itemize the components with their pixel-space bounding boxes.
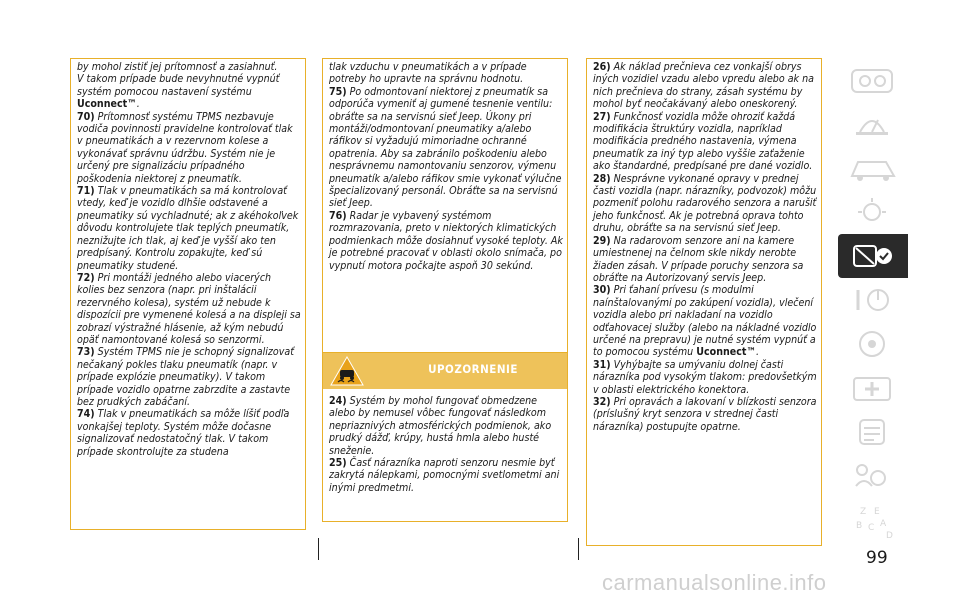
multimedia-icon[interactable] [838,322,908,366]
note-item [593,111,817,173]
note-text: Tlak v pneumatikách sa môže líšiť podľa vonkajšej teploty. Systém môže dočasne signalizovať nedostatočný tlak. V takom prípade skontrolujte za studena [77,408,290,458]
note-number: 75) [329,85,347,98]
note-number: 72) [77,271,95,284]
note-text: Systém TPMS nie je schopný signalizovať nečakaný pokles tlaku pneumatík (napr. v prípade explózie pneumatiky). V takom prípade vozidlo opatrne zabrzdite a zastavte bez prudkých zabáčaní. [77,346,294,408]
index-icon[interactable] [838,498,908,542]
watermark-link[interactable]: carmanualsonline.info [602,570,827,595]
col1-intro [77,61,301,111]
note-number: 25) [329,457,347,470]
note-item [329,210,563,272]
svg-text:C: C [868,523,875,533]
car-dashboard-icon[interactable] [838,58,908,102]
note-number: 31) [593,358,611,371]
note-text: Tlak v pneumatikách sa má kontrolovať vtedy, keď je vozidlo dlhšie odstavené a pneumatiky sú vychladnuté; ak z akéhokoľvek dôvodu kontrolujete tlak teplých pneumatík, neznižujte ich tlak, aj keď je vyšší ako ten predpísaný. Kontrolu zopakujte, keď sú pneumatiky studené. [77,185,299,272]
note-number: 70) [77,110,95,123]
svg-text:Z: Z [860,507,867,517]
note-item [593,284,817,358]
warning-header [323,353,567,389]
note-item [77,111,301,185]
crop-mark [578,538,579,560]
text-line: V takom prípade bude nevyhnutné vypnúť [77,73,280,86]
note-item [593,173,817,235]
note-text: Systém by mohol fungovať obmedzene alebo by nemusel vôbec fungovať následkom nepriaznivých atmosférických podmienok, ako prudký dážď, krúpy, hustá hmla alebo husté sneženie. [329,395,552,457]
starting-driving-icon[interactable] [838,278,908,322]
note-item [593,61,817,111]
emergency-icon[interactable] [838,366,908,410]
note-text: Prítomnosť systému TPMS nezbavuje vodiča povinnosti pravidelne kontrolovať tlak v pneumatikách a v rezervnom kolese a vykonávať správnu údržbu. Systém nie je určený pre signalizáciu prípadného poškodenia niektorej z pneumatík. [77,110,293,185]
active-safety-icon[interactable] [838,190,908,234]
note-text: Vyhýbajte sa umývaniu dolnej časti nárazníka pod vysokým tlakom: predovšetkým v oblasti elektrického konektora. [593,358,817,396]
note-text: Po odmontovaní niektorej z pneumatík sa odporúča vymeniť aj gumené tesnenie ventilu: obráťte sa na servisnú sieť Jeep. Úkony pri montáži/odmontovaní pneumatiky a/alebo ráfikov si vyžadujú mimoriadne ochranné opatrenia. Aby sa zabránilo poškodeniu alebo nesprávnemu namontovaniu senzorov, výmenu pneumatík a/alebo ráfikov smie vykonať výlučne špecializovaný personál. Obráťte sa na servisnú sieť Jeep. [329,85,562,210]
note-item [329,395,565,457]
note-text: Pri opravách a lakovaní v blízkosti senzora (príslušný kryt senzora v strednej časti nárazníka) postupujte opatrne. [593,395,817,433]
warning-box [322,352,568,522]
note-number: 24) [329,395,347,407]
svg-text:E: E [874,507,880,517]
text-line: by mohol zistiť jej prítomnosť a zasiahnuť. [77,61,278,73]
crop-mark [318,538,319,560]
technical-data-icon[interactable] [838,454,908,498]
note-number: 76) [329,209,347,222]
note-text: Ak náklad prečnieva cez vonkajší obrys iných vozidiel vzadu alebo vpredu alebo ak na nich prečnieva do strany, zásah systému by mohol byť neočakávaný alebo oneskorený. [593,61,814,111]
note-number: 74) [77,408,95,421]
note-item [593,359,817,396]
note-item [77,346,301,408]
note-text: Na radarovom senzore ani na kamere umiestnenej na čelnom skle nikdy nerobte žiaden zásah. V prípade poruchy senzora sa obráťte na Autorizovaný servis Jeep. [593,234,804,284]
text-column-1 [70,58,306,530]
note-item [329,86,563,210]
note-number: 26) [593,61,611,73]
note-item [329,457,565,494]
note-text: Časť nárazníka naproti senzoru nesmie byť zakrytá nálepkami, pomocnými svetlometmi ani inými predmetmi. [329,457,560,494]
note-number: 71) [77,185,95,198]
car-doors-icon[interactable] [838,146,908,190]
note-number: 32) [593,395,611,408]
note-item [593,235,817,285]
note-text: Nesprávne vykonané opravy v prednej časti vozidla (napr. nárazníky, podvozok) môžu pozmeniť polohu radarového senzora a narušiť jeho funkčnosť. Ak je potrebná oprava tohto druhu, obráťte sa na servisnú sieť Jeep. [593,172,817,235]
note-item [77,185,301,272]
note-text: Pri montáži jedného alebo viacerých kolies bez senzora (napr. pri inštalácii rezervného kolesa), systém už nebude k dispozícii pre vymenené kolesá a na displeji sa zobrazí výstražné hlásenie, až kým nebudú opäť namontované kolesá so senzormi. [77,271,301,346]
col2-intro: tlak vzduchu v pneumatikách a v prípade potreby ho upravte na správnu hodnotu. [329,61,527,86]
svg-text:B: B [856,521,863,531]
note-item [77,408,301,458]
note-number: 27) [593,110,611,123]
warning-lights-icon[interactable] [838,102,908,146]
note-number: 29) [593,234,611,247]
text-tail: . [755,346,760,359]
seatbelt-airbag-icon[interactable] [838,234,908,278]
note-item [593,396,817,433]
note-number: 30) [593,284,611,297]
note-text: Funkčnosť vozidla môže ohroziť každá modifikácia štruktúry vozidla, napríklad modifikácia predného nastavenia, výmena pneumatík za iný typ alebo vyššie zaťaženie ako štandardné, predpísané pre dané vozidlo. [593,110,813,173]
text-tail: . [136,98,140,111]
text-column-3 [586,58,822,546]
service-maintenance-icon[interactable] [838,410,908,454]
note-item [77,272,301,346]
page-number: 99 [866,548,888,568]
brand-name: Uconnect™ [696,346,756,359]
skidding-car-warning-icon [329,355,365,387]
svg-text:D: D [886,531,893,541]
brand-name: Uconnect™ [77,98,137,111]
note-text: Pri ťahaní prívesu (s modulmi naínštalovanými po zakúpení vozidla), vlečení vozidla alebo pri nakladaní na vozidlo odťahovacej služby (alebo na nákladné vozidlo určené na prepravu) je nutné systém vypnúť a to pomocou systému [593,284,817,359]
note-number: 28) [593,172,611,185]
note-text: Radar je vybavený systémom rozmrazovania, preto v niektorých klimatických podmienkach môže dosiahnuť vysoké teploty. Ak je potrebné pracovať v oblasti okolo snímača, po vypnutí motora počkajte aspoň 30 sekúnd. [329,209,563,272]
svg-text:A: A [880,519,887,529]
note-number: 73) [77,346,95,359]
warning-body [329,395,565,494]
warning-title: UPOZORNENIE [428,362,518,376]
text-line: systém pomocou nastavení systému [77,85,252,98]
text-column-2 [322,58,568,360]
